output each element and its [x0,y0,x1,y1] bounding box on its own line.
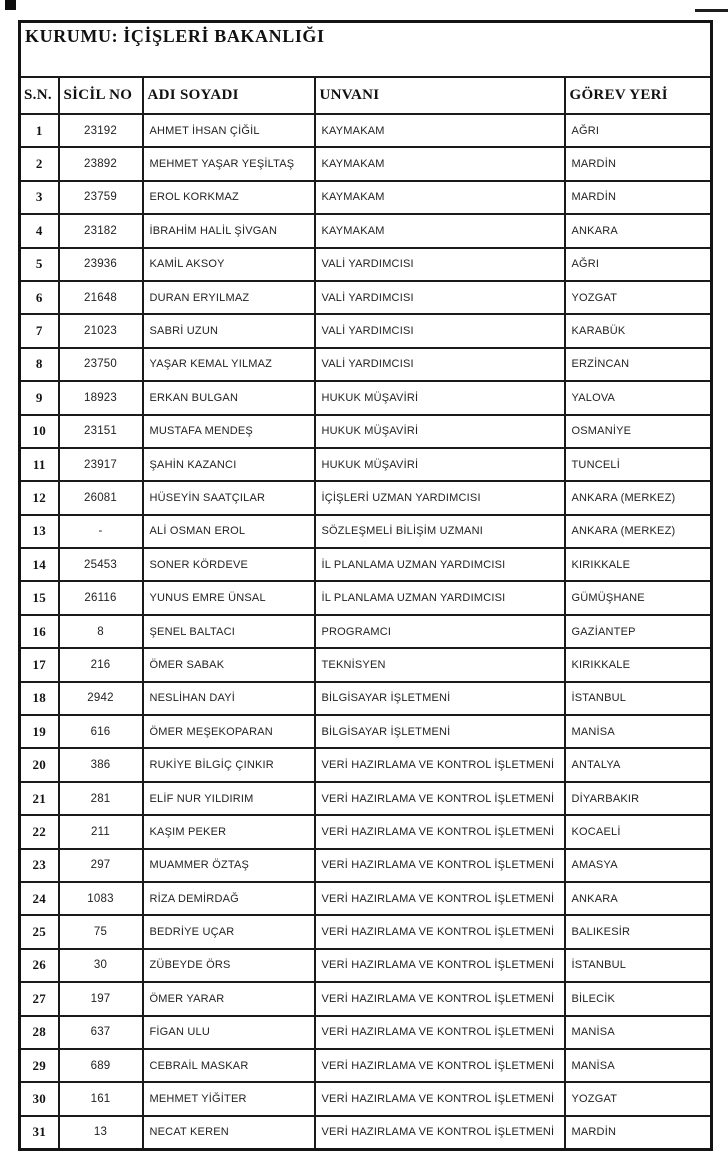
table-row [20,615,712,648]
cell-title: SÖZLEŞMELİ BİLİŞİM UZMANI [315,515,565,548]
cell-duty-station: ANKARA (MERKEZ) [565,515,712,548]
table-row [20,882,712,915]
table-row [20,448,712,481]
cell-name: MUSTAFA MENDEŞ [143,415,315,448]
cell-title: PROGRAMCI [315,615,565,648]
cell-title: VERİ HAZIRLAMA VE KONTROL İŞLETMENİ [315,982,565,1015]
table-row [20,515,712,548]
column-header-unvan: UNVANI [315,77,565,114]
column-header-sn: S.N. [20,77,59,114]
table-row [20,849,712,882]
cell-name: MUAMMER ÖZTAŞ [143,849,315,882]
cell-duty-station: MANİSA [565,1049,712,1082]
cell-name: ERKAN BULGAN [143,381,315,414]
cell-name: ELİF NUR YILDIRIM [143,782,315,815]
personnel-table [18,20,713,1151]
table-row [20,1016,712,1049]
cell-title: VALİ YARDIMCISI [315,248,565,281]
cell-sicil-no: 26116 [59,581,143,614]
cell-title: VERİ HAZIRLAMA VE KONTROL İŞLETMENİ [315,949,565,982]
cell-sn: 11 [20,448,59,481]
cell-duty-station: İSTANBUL [565,949,712,982]
cell-duty-station: YOZGAT [565,281,712,314]
cell-duty-station: ANKARA [565,214,712,247]
cell-sicil-no: 637 [59,1016,143,1049]
table-row [20,982,712,1015]
table-row [20,581,712,614]
cell-name: YUNUS EMRE ÜNSAL [143,581,315,614]
table-row [20,648,712,681]
cell-name: HÜSEYİN SAATÇILAR [143,481,315,514]
cell-name: RUKİYE BİLGİÇ ÇINKIR [143,748,315,781]
cell-title: VERİ HAZIRLAMA VE KONTROL İŞLETMENİ [315,849,565,882]
cell-title: VERİ HAZIRLAMA VE KONTROL İŞLETMENİ [315,1049,565,1082]
cell-name: RİZA DEMİRDAĞ [143,882,315,915]
cell-sicil-no: 1083 [59,882,143,915]
cell-sn: 13 [20,515,59,548]
cell-sn: 24 [20,882,59,915]
cell-sn: 19 [20,715,59,748]
table-row [20,281,712,314]
cell-sicil-no: 211 [59,815,143,848]
cell-name: EROL KORKMAZ [143,181,315,214]
cell-title: KAYMAKAM [315,147,565,180]
cell-duty-station: KARABÜK [565,314,712,347]
cell-title: VERİ HAZIRLAMA VE KONTROL İŞLETMENİ [315,815,565,848]
cell-title: VERİ HAZIRLAMA VE KONTROL İŞLETMENİ [315,782,565,815]
cell-title: VERİ HAZIRLAMA VE KONTROL İŞLETMENİ [315,915,565,948]
cell-sn: 8 [20,348,59,381]
cell-title: VERİ HAZIRLAMA VE KONTROL İŞLETMENİ [315,1116,565,1150]
cell-title: KAYMAKAM [315,214,565,247]
column-header-sicil: SİCİL NO [59,77,143,114]
cell-name: SONER KÖRDEVE [143,548,315,581]
cell-name: ÖMER MEŞEKOPARAN [143,715,315,748]
cell-sn: 27 [20,982,59,1015]
table-row [20,949,712,982]
cell-sn: 14 [20,548,59,581]
cell-sicil-no: 216 [59,648,143,681]
document-title: KURUMU: İÇİŞLERİ BAKANLIĞI [20,22,712,78]
cell-sn: 21 [20,782,59,815]
cell-name: AHMET İHSAN ÇİĞİL [143,114,315,147]
cell-title: KAYMAKAM [315,181,565,214]
cell-duty-station: ERZİNCAN [565,348,712,381]
cell-name: ÖMER SABAK [143,648,315,681]
cell-duty-station: MARDİN [565,1116,712,1150]
cell-sicil-no: 386 [59,748,143,781]
cell-sn: 3 [20,181,59,214]
table-row [20,1082,712,1115]
cell-name: NECAT KEREN [143,1116,315,1150]
table-row [20,481,712,514]
cell-duty-station: İSTANBUL [565,682,712,715]
cell-title: TEKNİSYEN [315,648,565,681]
header-row [20,77,712,114]
cell-name: KAMİL AKSOY [143,248,315,281]
cell-duty-station: MANİSA [565,1016,712,1049]
cell-duty-station: KOCAELİ [565,815,712,848]
cell-duty-station: ANKARA (MERKEZ) [565,481,712,514]
table-row [20,214,712,247]
cell-sn: 7 [20,314,59,347]
cell-sicil-no: 25453 [59,548,143,581]
cell-name: SABRİ UZUN [143,314,315,347]
cell-sn: 20 [20,748,59,781]
cell-sicil-no: 23750 [59,348,143,381]
cell-sn: 10 [20,415,59,448]
cell-sicil-no: 161 [59,1082,143,1115]
cell-name: ZÜBEYDE ÖRS [143,949,315,982]
cell-sicil-no: 23151 [59,415,143,448]
table-row [20,1116,712,1150]
cell-sn: 22 [20,815,59,848]
table-row [20,548,712,581]
cell-sn: 28 [20,1016,59,1049]
cell-sicil-no: 281 [59,782,143,815]
cell-title: VERİ HAZIRLAMA VE KONTROL İŞLETMENİ [315,1016,565,1049]
cell-sicil-no: 21023 [59,314,143,347]
cell-duty-station: YALOVA [565,381,712,414]
cell-title: BİLGİSAYAR İŞLETMENİ [315,682,565,715]
cell-duty-station: DİYARBAKIR [565,782,712,815]
cell-title: VERİ HAZIRLAMA VE KONTROL İŞLETMENİ [315,882,565,915]
cell-name: MEHMET YİĞİTER [143,1082,315,1115]
cell-duty-station: GÜMÜŞHANE [565,581,712,614]
cell-duty-station: KIRIKKALE [565,648,712,681]
cell-title: HUKUK MÜŞAVİRİ [315,381,565,414]
cell-name: ŞAHİN KAZANCI [143,448,315,481]
cell-sicil-no: 616 [59,715,143,748]
cell-duty-station: AMASYA [565,849,712,882]
cell-name: ÖMER YARAR [143,982,315,1015]
cell-title: VALİ YARDIMCISI [315,348,565,381]
cell-name: ŞENEL BALTACI [143,615,315,648]
cell-sicil-no: 23759 [59,181,143,214]
cell-name: CEBRAİL MASKAR [143,1049,315,1082]
cell-duty-station: MANİSA [565,715,712,748]
cell-duty-station: AĞRI [565,248,712,281]
cell-name: KAŞIM PEKER [143,815,315,848]
cell-sn: 30 [20,1082,59,1115]
cell-sn: 6 [20,281,59,314]
cell-duty-station: ANTALYA [565,748,712,781]
table-row [20,815,712,848]
cell-title: İL PLANLAMA UZMAN YARDIMCISI [315,548,565,581]
cell-sn: 18 [20,682,59,715]
cell-name: MEHMET YAŞAR YEŞİLTAŞ [143,147,315,180]
table-row [20,748,712,781]
cell-name: FİGAN ULU [143,1016,315,1049]
cell-duty-station: TUNCELİ [565,448,712,481]
cell-duty-station: AĞRI [565,114,712,147]
cell-sn: 26 [20,949,59,982]
cell-title: VERİ HAZIRLAMA VE KONTROL İŞLETMENİ [315,748,565,781]
cell-sicil-no: 30 [59,949,143,982]
column-header-gorev: GÖREV YERİ [565,77,712,114]
table-row [20,915,712,948]
cell-title: İL PLANLAMA UZMAN YARDIMCISI [315,581,565,614]
table-row [20,1049,712,1082]
cell-sicil-no: - [59,515,143,548]
cell-title: KAYMAKAM [315,114,565,147]
cell-name: DURAN ERYILMAZ [143,281,315,314]
cell-sn: 16 [20,615,59,648]
cell-sicil-no: 23936 [59,248,143,281]
cell-sn: 25 [20,915,59,948]
cell-duty-station: BİLECİK [565,982,712,1015]
cell-sn: 5 [20,248,59,281]
cell-sn: 15 [20,581,59,614]
cell-sicil-no: 13 [59,1116,143,1150]
cell-sn: 4 [20,214,59,247]
cell-title: VALİ YARDIMCISI [315,314,565,347]
table-row [20,348,712,381]
cell-duty-station: MARDİN [565,147,712,180]
cell-title: İÇİŞLERİ UZMAN YARDIMCISI [315,481,565,514]
cell-title: HUKUK MÜŞAVİRİ [315,415,565,448]
table-row [20,314,712,347]
scan-artifact-line [695,9,728,12]
table-row [20,381,712,414]
cell-sn: 23 [20,849,59,882]
cell-title: HUKUK MÜŞAVİRİ [315,448,565,481]
cell-sn: 31 [20,1116,59,1150]
table-row [20,715,712,748]
cell-sn: 1 [20,114,59,147]
cell-sicil-no: 689 [59,1049,143,1082]
cell-sn: 29 [20,1049,59,1082]
cell-title: VERİ HAZIRLAMA VE KONTROL İŞLETMENİ [315,1082,565,1115]
cell-duty-station: GAZİANTEP [565,615,712,648]
cell-sicil-no: 197 [59,982,143,1015]
cell-title: VALİ YARDIMCISI [315,281,565,314]
cell-sn: 2 [20,147,59,180]
cell-duty-station: KIRIKKALE [565,548,712,581]
cell-sn: 17 [20,648,59,681]
cell-name: YAŞAR KEMAL YILMAZ [143,348,315,381]
cell-sicil-no: 297 [59,849,143,882]
cell-title: BİLGİSAYAR İŞLETMENİ [315,715,565,748]
table-row [20,248,712,281]
cell-duty-station: YOZGAT [565,1082,712,1115]
cell-name: İBRAHİM HALİL ŞİVGAN [143,214,315,247]
table-body [20,114,712,1150]
cell-sicil-no: 26081 [59,481,143,514]
table-row [20,782,712,815]
cell-duty-station: OSMANİYE [565,415,712,448]
cell-sicil-no: 18923 [59,381,143,414]
cell-sicil-no: 21648 [59,281,143,314]
scan-artifact-square [5,0,16,10]
cell-sn: 9 [20,381,59,414]
cell-sicil-no: 2942 [59,682,143,715]
table-row [20,181,712,214]
cell-sicil-no: 23192 [59,114,143,147]
cell-duty-station: MARDİN [565,181,712,214]
cell-duty-station: ANKARA [565,882,712,915]
table-row [20,147,712,180]
table-row [20,114,712,147]
cell-name: NESLİHAN DAYİ [143,682,315,715]
table-row [20,415,712,448]
cell-name: ALİ OSMAN EROL [143,515,315,548]
cell-sicil-no: 8 [59,615,143,648]
cell-sicil-no: 75 [59,915,143,948]
document-page [18,20,710,1151]
column-header-name: ADI SOYADI [143,77,315,114]
cell-sicil-no: 23917 [59,448,143,481]
title-row [20,22,712,78]
table-row [20,682,712,715]
cell-name: BEDRİYE UÇAR [143,915,315,948]
cell-sicil-no: 23182 [59,214,143,247]
cell-sicil-no: 23892 [59,147,143,180]
cell-sn: 12 [20,481,59,514]
cell-duty-station: BALIKESİR [565,915,712,948]
